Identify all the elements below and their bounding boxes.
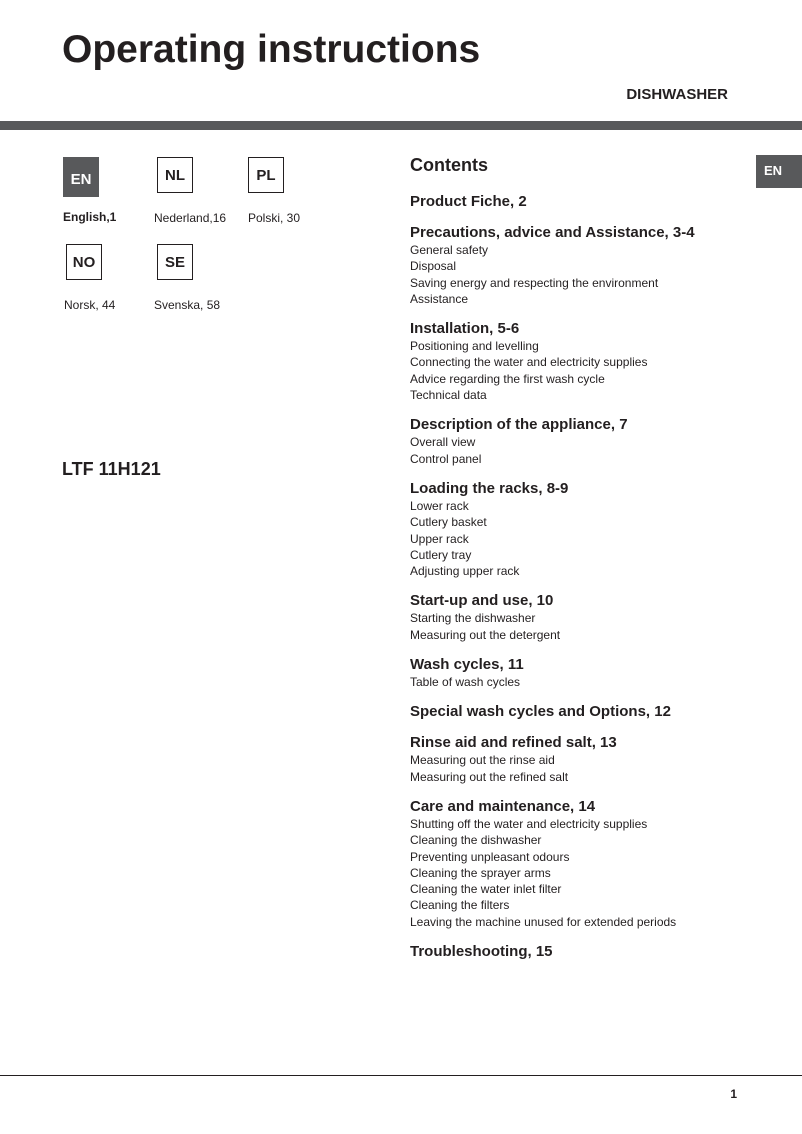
language-box-en[interactable]: EN xyxy=(63,157,99,197)
toc-subitem[interactable]: Lower rack xyxy=(410,498,469,513)
document-title: Operating instructions xyxy=(62,28,481,71)
toc-section xyxy=(410,193,750,211)
toc-subitem[interactable]: Connecting the water and electricity supplies xyxy=(410,355,648,370)
language-label-nl[interactable]: Nederland,16 xyxy=(154,211,227,225)
header-divider-bar xyxy=(0,121,802,130)
toc-subitem[interactable]: General safety xyxy=(410,243,489,257)
language-box-no[interactable]: NO xyxy=(66,244,102,280)
toc-subitem[interactable]: Leaving the machine unused for extended periods xyxy=(410,914,677,929)
toc-subitem[interactable]: Technical data xyxy=(410,388,487,403)
toc-heading[interactable]: Special wash cycles and Options, 12 xyxy=(410,703,671,721)
toc-subitem[interactable]: Positioning and levelling xyxy=(410,339,539,354)
toc-subitem[interactable]: Advice regarding the first wash cycle xyxy=(410,371,605,386)
toc-heading[interactable]: Start-up and use, 10 xyxy=(410,592,554,610)
toc-section xyxy=(410,798,750,930)
toc-subitem[interactable]: Cleaning the sprayer arms xyxy=(410,865,551,880)
toc-subitem[interactable]: Cleaning the dishwasher xyxy=(410,833,542,848)
language-label-no[interactable]: Norsk, 44 xyxy=(64,298,116,312)
toc-subitem[interactable]: Cleaning the water inlet filter xyxy=(410,882,562,897)
toc-heading[interactable]: Installation, 5-6 xyxy=(410,320,520,338)
toc-subitem[interactable]: Saving energy and respecting the environment xyxy=(410,275,659,290)
toc-heading[interactable]: Rinse aid and refined salt, 13 xyxy=(410,734,617,752)
language-label-se[interactable]: Svenska, 58 xyxy=(154,298,221,312)
table-of-contents xyxy=(410,193,750,974)
document-subtitle: DISHWASHER xyxy=(626,86,728,103)
page-number: 1 xyxy=(730,1087,737,1101)
toc-heading[interactable]: Care and maintenance, 14 xyxy=(410,797,596,815)
toc-heading[interactable]: Troubleshooting, 15 xyxy=(410,943,553,961)
toc-subitem[interactable]: Cleaning the filters xyxy=(410,898,510,913)
toc-subitem[interactable]: Adjusting upper rack xyxy=(410,564,520,579)
toc-section xyxy=(410,592,750,643)
toc-subitem[interactable]: Measuring out the rinse aid xyxy=(410,753,555,768)
toc-section xyxy=(410,416,750,467)
toc-subitem[interactable]: Assistance xyxy=(410,291,469,306)
language-side-tab: EN xyxy=(756,155,802,188)
language-label-en[interactable]: English,1 xyxy=(63,210,117,224)
toc-subitem[interactable]: Preventing unpleasant odours xyxy=(410,849,570,864)
language-label-pl[interactable]: Polski, 30 xyxy=(248,211,301,225)
toc-subitem[interactable]: Overall view xyxy=(410,435,476,450)
toc-subitem[interactable]: Control panel xyxy=(410,451,482,466)
toc-subitem[interactable]: Disposal xyxy=(410,259,457,274)
toc-heading[interactable]: Wash cycles, 11 xyxy=(410,656,524,674)
toc-subitem[interactable]: Starting the dishwasher xyxy=(410,611,536,626)
toc-section xyxy=(410,320,750,403)
toc-heading[interactable]: Description of the appliance, 7 xyxy=(410,416,628,434)
toc-subitem[interactable]: Measuring out the detergent xyxy=(410,627,561,642)
toc-section xyxy=(410,703,750,721)
language-box-se[interactable]: SE xyxy=(157,244,193,280)
toc-section xyxy=(410,480,750,579)
toc-subitem[interactable]: Cutlery basket xyxy=(410,515,487,530)
toc-section xyxy=(410,656,750,690)
toc-section xyxy=(410,943,750,961)
toc-subitem[interactable]: Cutlery tray xyxy=(410,547,472,562)
toc-section xyxy=(410,734,750,785)
toc-subitem[interactable]: Table of wash cycles xyxy=(410,675,521,690)
toc-heading[interactable]: Loading the racks, 8-9 xyxy=(410,479,569,497)
toc-subitem[interactable]: Shutting off the water and electricity supplies xyxy=(410,816,648,831)
toc-heading[interactable]: Precautions, advice and Assistance, 3-4 xyxy=(410,224,695,241)
footer-divider xyxy=(0,1075,802,1076)
language-box-pl[interactable]: PL xyxy=(248,157,284,193)
language-box-nl[interactable]: NL xyxy=(157,157,193,193)
model-number: LTF 11H121 xyxy=(62,459,161,479)
toc-section xyxy=(410,224,750,307)
toc-heading[interactable]: Product Fiche, 2 xyxy=(410,193,527,210)
contents-title: Contents xyxy=(410,155,488,175)
toc-subitem[interactable]: Upper rack xyxy=(410,531,469,546)
toc-subitem[interactable]: Measuring out the refined salt xyxy=(410,769,569,784)
